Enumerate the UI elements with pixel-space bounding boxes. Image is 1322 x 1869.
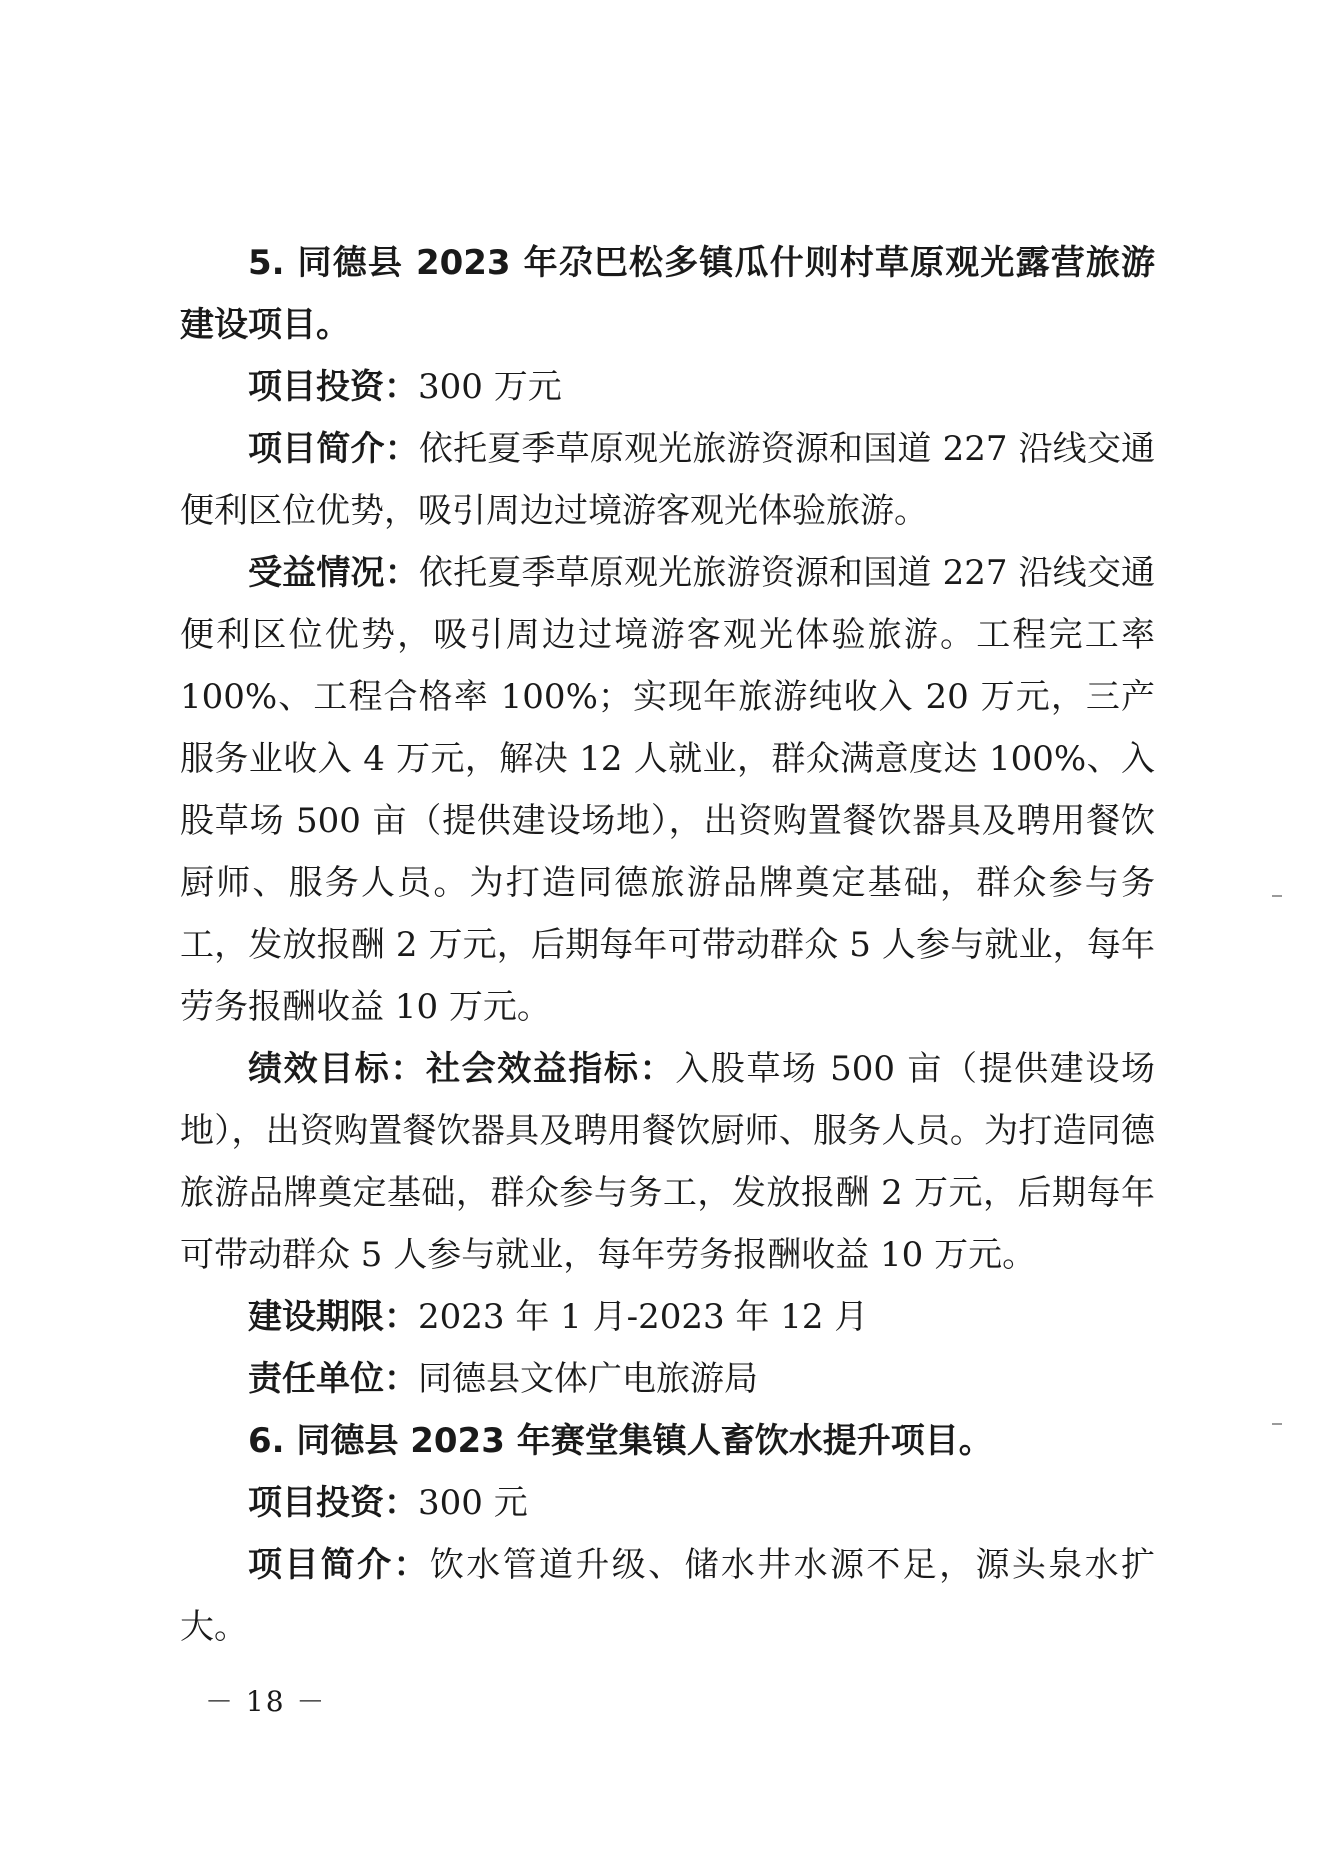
field-value: 同德县文体广电旅游局 (418, 1359, 758, 1399)
field-value: 2023 年 1 月-2023 年 12 月 (418, 1297, 869, 1337)
project-6-heading (180, 1410, 1155, 1472)
project-6-investment (180, 1472, 1155, 1534)
field-label: 项目投资： (248, 1483, 418, 1523)
page-number: － 18 － (205, 1685, 327, 1718)
document-body (180, 232, 1155, 1658)
field-label: 建设期限： (248, 1297, 418, 1337)
project-5-construction-period (180, 1286, 1155, 1348)
project-6-summary (180, 1534, 1155, 1658)
field-value: 依托夏季草原观光旅游资源和国道 227 沿线交通便利区位优势，吸引周边过境游客观光体验旅游。 (180, 429, 1156, 531)
field-label: 受益情况： (248, 553, 419, 593)
project-5-performance-goals (180, 1038, 1155, 1286)
project-6-title: 6. 同德县 2023 年赛堂集镇人畜饮水提升项目。 (248, 1421, 993, 1461)
field-value: 入股草场 500 亩（提供建设场地），出资购置餐饮器具及聘用餐饮厨师、服务人员。为打造同德旅游品牌奠定基础，群众参与务工，发放报酬 2 万元，后期每年可带动群众 5 人参与就业，每年劳务报酬收益 10 万元。 (180, 1049, 1156, 1275)
project-5-investment (180, 356, 1155, 418)
project-5-heading (180, 232, 1155, 356)
field-value: 依托夏季草原观光旅游资源和国道 227 沿线交通便利区位优势，吸引周边过境游客观光体验旅游。工程完工率 100%、工程合格率 100%；实现年旅游纯收入 20 万元，三产服务业收入 4 万元，解决 12 人就业，群众满意度达 100%、入股草场 500 亩（提供建设场地），出资购置餐饮器具及聘用餐饮厨师、服务人员。为打造同德旅游品牌奠定基础，群众参与务工，发放报酬 2 万元，后期每年可带动群众 5 人参与就业，每年劳务报酬收益 10 万元。 (180, 553, 1156, 1027)
project-5-responsible-unit (180, 1348, 1155, 1410)
scan-mark (1272, 1423, 1282, 1425)
scan-mark (1272, 895, 1282, 897)
project-5-benefits (180, 542, 1155, 1038)
field-label: 项目简介： (248, 1545, 430, 1585)
field-label: 绩效目标：社会效益指标： (248, 1049, 676, 1089)
field-label: 责任单位： (248, 1359, 418, 1399)
field-label: 项目简介： (248, 429, 419, 469)
project-5-summary (180, 418, 1155, 542)
field-value: 300 万元 (418, 367, 562, 407)
field-value: 300 元 (418, 1483, 528, 1523)
field-value: 饮水管道升级、储水井水源不足，源头泉水扩大。 (180, 1545, 1155, 1647)
field-label: 项目投资： (248, 367, 418, 407)
project-5-title: 5. 同德县 2023 年尕巴松多镇瓜什则村草原观光露营旅游建设项目。 (180, 243, 1155, 345)
